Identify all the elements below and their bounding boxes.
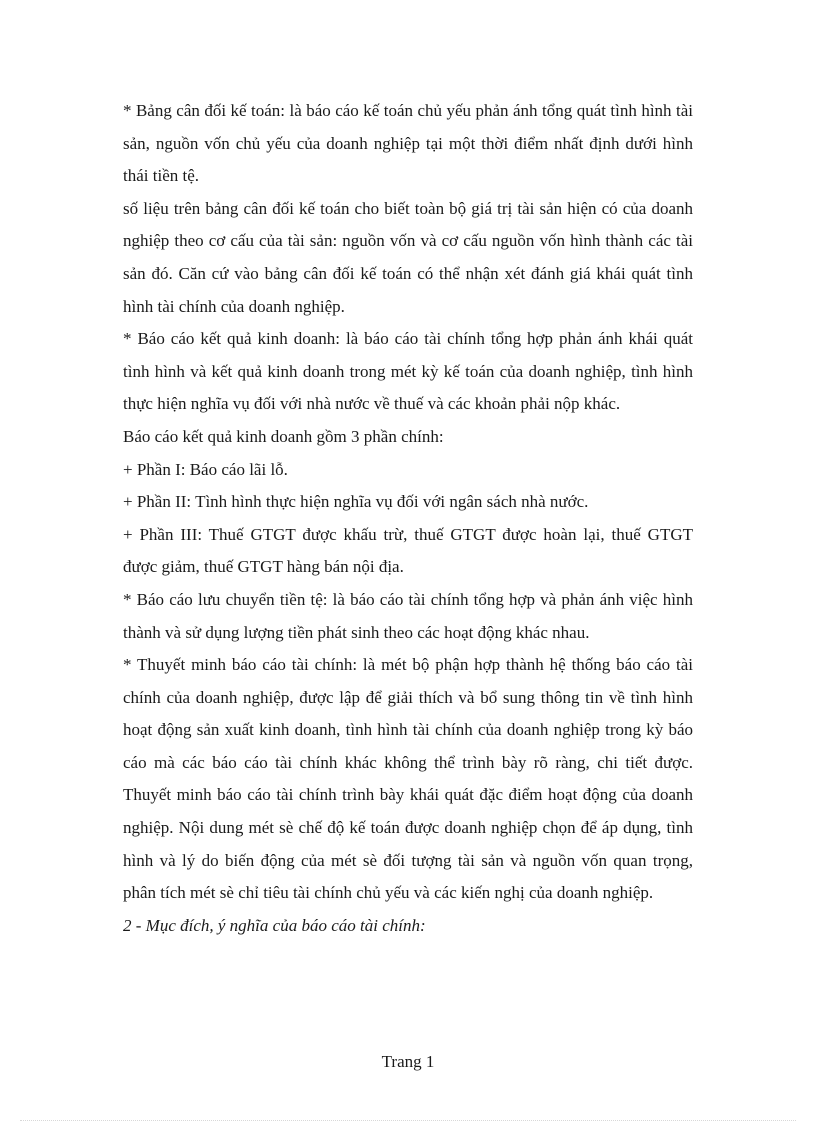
section-heading: 2 - Mục đích, ý nghĩa của báo cáo tài chính: bbox=[123, 915, 426, 935]
list-item-part-1: + Phần I: Báo cáo lãi lỗ. bbox=[123, 459, 288, 479]
paragraph-income-statement-parts: Báo cáo kết quả kinh doanh gồm 3 phần chính: bbox=[123, 426, 444, 446]
paragraph-cash-flow: * Báo cáo lưu chuyển tiền tệ: là báo cáo tài chính tổng hợp và phản ánh việc hình thành và sử dụng lượng tiền phát sinh theo các hoạt động khác nhau. bbox=[123, 589, 693, 642]
paragraph-notes: * Thuyết minh báo cáo tài chính: là mét bộ phận hợp thành hệ thống báo cáo tài chính của doanh nghiệp, được lập để giải thích và bổ sung thông tin về tình hình hoạt động sản xuất kinh doanh, tình hình tài chính của doanh nghiệp trong kỳ báo cáo mà các báo cáo tài chính khác không thể trình bày rõ ràng, chi tiết được. Thuyết minh báo cáo tài chính trình bày khái quát đặc điểm hoạt động của doanh nghiệp. Nội dung mét sè chế độ kế toán được doanh nghiệp chọn để áp dụng, tình hình và lý do biến động của mét sè đối tượng tài sản và nguồn vốn quan trọng, phân tích mét sè chỉ tiêu tài chính chủ yếu và các kiến nghị của doanh nghiệp. bbox=[123, 655, 693, 903]
page-footer bbox=[0, 1052, 816, 1072]
document-body bbox=[123, 95, 693, 942]
list-item-part-2: + Phần II: Tình hình thực hiện nghĩa vụ đối với ngân sách nhà nước. bbox=[123, 492, 589, 512]
paragraph-balance-sheet-data: số liệu trên bảng cân đối kế toán cho biết toàn bộ giá trị tài sản hiện có của doanh nghiệp theo cơ cấu của tài sản: nguồn vốn và cơ cấu nguồn vốn hình thành các tài sản đó. Căn cứ vào bảng cân đối kế toán có thể nhận xét đánh giá khái quát tình hình tài chính của doanh nghiệp. bbox=[123, 198, 693, 316]
list-item-part-3: + Phần III: Thuế GTGT được khấu trừ, thuế GTGT được hoàn lại, thuế GTGT được giảm, thuế GTGT hàng bán nội địa. bbox=[123, 524, 693, 577]
paragraph-balance-sheet: * Bảng cân đối kế toán: là báo cáo kế toán chủ yếu phản ánh tổng quát tình hình tài sản, nguồn vốn chủ yếu của doanh nghiệp tại một thời điểm nhất định dưới hình thái tiền tệ. bbox=[123, 101, 693, 186]
page-number: Trang 1 bbox=[381, 1052, 435, 1071]
page-bottom-divider bbox=[20, 1120, 796, 1121]
paragraph-income-statement: * Báo cáo kết quả kinh doanh: là báo cáo tài chính tổng hợp phản ánh khái quát tình hình và kết quả kinh doanh trong mét kỳ kế toán của doanh nghiệp, tình hình thực hiện nghĩa vụ đối với nhà nước về thuế và các khoản phải nộp khác. bbox=[123, 329, 693, 414]
